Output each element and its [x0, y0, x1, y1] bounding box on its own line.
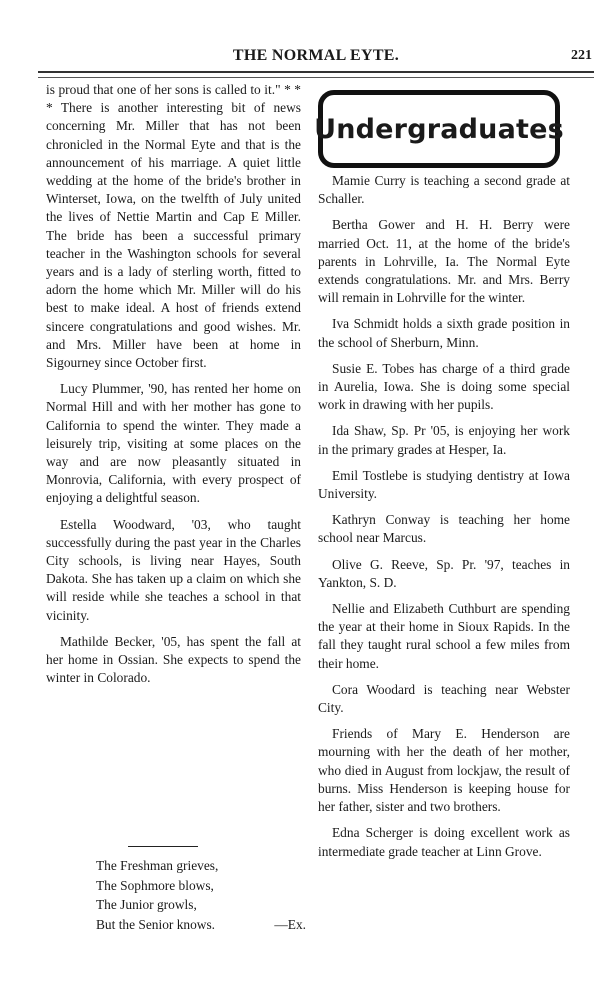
poem-line: The Junior growls,	[96, 897, 197, 912]
poem	[96, 856, 306, 934]
poem-line: The Sophmore blows,	[96, 877, 214, 893]
news-item: Susie E. Tobes has charge of a third grade in Aurelia, Iowa. She is doing some special work in drawing with her pupils.	[318, 360, 570, 413]
news-item: Olive G. Reeve, Sp. Pr. '97, teaches in Yankton, S. D.	[318, 556, 570, 590]
section-heading-box	[314, 90, 564, 168]
right-column	[318, 172, 570, 869]
news-item: Ida Shaw, Sp. Pr '05, is enjoying her work in the primary grades at Hesper, Ia.	[318, 423, 570, 457]
news-item: Cora Woodard is teaching near Webster City.	[318, 681, 570, 716]
news-item: Friends of Mary E. Henderson are mourning with her the death of her mother, who died in August from lockjaw, the result of burns. Miss Henderson is keeping house for her father, sister and two brothers.	[318, 726, 570, 815]
page-header	[36, 44, 596, 68]
news-item: Mamie Curry is teaching a second grade at Schaller.	[318, 173, 570, 207]
news-item: Kathryn Conway is teaching her home school near Marcus.	[318, 512, 570, 546]
section-title: Undergraduates	[314, 113, 564, 145]
news-item: Emil Tostlebe is studying dentistry at Iowa University.	[318, 467, 570, 502]
article-miller-wedding: is proud that one of her sons is called to it." * * * There is another interesting bit of news concerning Mr. Miller that has not been chronicled in the Normal Eyte and that is the announcement of his marriage. A quiet little wedding at the home of the bride's brother in Winterset, Iowa, on the twelfth of July united the lives of Nettie Martin and Cap E Miller. The bride has been a successful primary teacher in the Washington schools for several years and is a lady of sterling worth, fitted to adorn the home which Mr. Miller will do his best to make ideal. A host of friends extend sincere congratulations and good wishes. Mr. and Mrs. Miller have been at home in Sigourney since October first.	[46, 82, 301, 371]
news-item: Iva Schmidt holds a sixth grade position in the school of Sherburn, Minn.	[318, 316, 570, 350]
article-mathilde-becker: Mathilde Becker, '05, has spent the fall at her home in Ossian. She expects to spend the winter in Colorado.	[46, 633, 301, 686]
section-divider	[128, 846, 198, 847]
article-estella-woodward: Estella Woodward, '03, who taught successfully during the past year in the Charles City schools, is living near Hayes, South Dakota. She has taken up a claim on which she will reside while she teaches a school in that vicinity.	[46, 516, 301, 623]
page-number: 221	[571, 48, 592, 63]
article-lucy-plummer: Lucy Plummer, '90, has rented her home on Normal Hill and with her mother has gone to California to spend the winter. They made a leisurely trip, visiting at some places on the way and are now pleasantly situated in Monrovia, California, with every prospect of enjoying a delightful season.	[46, 381, 301, 506]
poem-line: But the Senior knows.	[96, 916, 216, 932]
news-item: Nellie and Elizabeth Cuthburt are spending the year at their home in Sioux Rapids. In the fall they taught rural school a few miles from their home.	[318, 601, 570, 671]
poem-credit: —Ex.	[274, 916, 306, 932]
publication-title: THE NORMAL EYTE.	[232, 47, 400, 64]
left-column	[46, 81, 301, 696]
header-rule	[38, 71, 594, 78]
news-item: Bertha Gower and H. H. Berry were married Oct. 11, at the home of the bride's parents in Lohrville, Ia. The Normal Eyte extends congratulations. Mr. and Mrs. Berry will remain in Lohrville for the winter.	[318, 217, 570, 306]
poem-line: The Freshman grieves,	[96, 858, 219, 873]
news-item: Edna Scherger is doing excellent work as intermediate grade teacher at Linn Grove.	[318, 825, 570, 859]
